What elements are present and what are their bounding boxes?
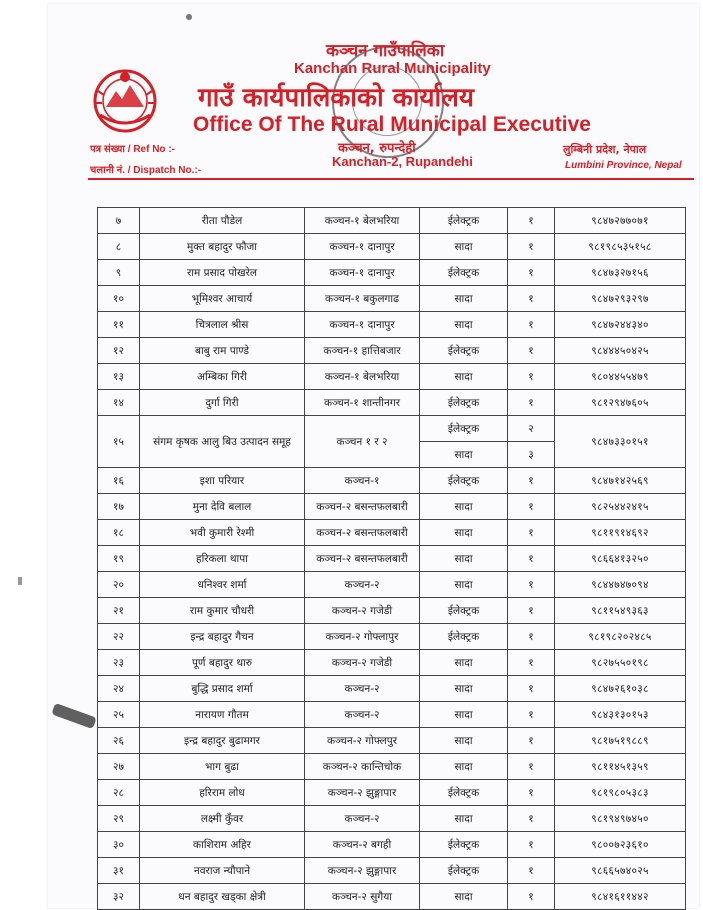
table-row — [98, 832, 686, 858]
name-cell: इन्द्र बहादुर गैचन — [140, 624, 305, 650]
serial-number-cell: १४ — [98, 390, 140, 416]
quantity-cell: १ — [508, 676, 555, 702]
type-cell: सादा — [420, 754, 508, 780]
table-row — [98, 208, 686, 234]
table-row — [98, 572, 686, 598]
type-cell: सादा — [420, 520, 508, 546]
government-emblem-icon — [92, 65, 158, 135]
table-row — [98, 806, 686, 832]
name-cell: राम कुमार चौधरी — [140, 598, 305, 624]
name-cell: पूर्ण बहादुर थारु — [140, 650, 305, 676]
letterhead — [0, 0, 703, 200]
ref-number-label: पत्र संख्या / Ref No :- — [90, 144, 175, 155]
table-row — [98, 468, 686, 494]
quantity-cell: १ — [508, 338, 555, 364]
serial-number-cell: ८ — [98, 234, 140, 260]
municipality-name-np: कञ्चन गाउँपालिका — [326, 41, 445, 61]
table-row — [98, 624, 686, 650]
name-cell: भवी कुमारी रेश्मी — [140, 520, 305, 546]
address-cell: कञ्चन-२ गजेडी — [305, 650, 420, 676]
type-cell: सादा — [420, 286, 508, 312]
serial-number-cell: २० — [98, 572, 140, 598]
phone-cell: ९८४३१३०१५३ — [555, 702, 686, 728]
address-cell: कञ्चन-१ दानापुर — [305, 234, 420, 260]
serial-number-cell: २७ — [98, 754, 140, 780]
table-row — [98, 234, 686, 260]
table-row — [98, 286, 686, 312]
type-cell: सादा — [420, 806, 508, 832]
type-cell: सादा — [420, 494, 508, 520]
phone-cell: ९८१७५१९८८९ — [555, 728, 686, 754]
type-cell: ईलेक्ट्रक — [420, 338, 508, 364]
serial-number-cell: ९ — [98, 260, 140, 286]
phone-cell: ९८४७३३०१५१ — [555, 416, 686, 468]
header-divider — [88, 178, 694, 180]
type-cell: सादा — [420, 702, 508, 728]
quantity-cell: १ — [508, 884, 555, 910]
address-cell: कञ्चन-२ गोफ्लपुर — [305, 728, 420, 754]
address-cell: कञ्चन-२ — [305, 806, 420, 832]
serial-number-cell: २४ — [98, 676, 140, 702]
type-cell: सादा — [420, 884, 508, 910]
serial-number-cell: २६ — [98, 728, 140, 754]
type-cell: ईलेक्ट्रक — [420, 624, 508, 650]
name-cell: धन बहादुर खड्का क्षेत्री — [140, 884, 305, 910]
address-cell: कञ्चन-२ बसन्तफलबारी — [305, 494, 420, 520]
province-en: Lumbini Province, Nepal — [565, 160, 682, 171]
address-cell: कञ्चन-२ बसन्तफलबारी — [305, 546, 420, 572]
quantity-cell: १ — [508, 572, 555, 598]
address-cell: कञ्चन-२ बगही — [305, 832, 420, 858]
name-cell: रीता पौडेल — [140, 208, 305, 234]
serial-number-cell: २२ — [98, 624, 140, 650]
phone-cell: ९८४७२६१०३८ — [555, 676, 686, 702]
serial-number-cell: २९ — [98, 806, 140, 832]
office-title-en: Office Of The Rural Municipal Executive — [193, 113, 591, 136]
address-cell: कञ्चन-१ दानापुर — [305, 312, 420, 338]
name-cell: नारायण गौतम — [140, 702, 305, 728]
province-np: लुम्बिनी प्रदेश, नेपाल — [563, 143, 647, 156]
address-en: Kanchan-2, Rupandehi — [332, 154, 473, 169]
address-cell: कञ्चन-१ शान्तीनगर — [305, 390, 420, 416]
dispatch-number-label: चलानी नं. / Dispatch No.:- — [90, 165, 202, 176]
quantity-cell: १ — [508, 312, 555, 338]
name-cell: संगम कृषक आलु बिउ उत्पादन समूह — [140, 416, 305, 468]
phone-cell: ९८४७१४२५६९ — [555, 468, 686, 494]
quantity-cell: २ — [508, 416, 555, 442]
quantity-cell: १ — [508, 364, 555, 390]
quantity-cell: १ — [508, 468, 555, 494]
quantity-cell: १ — [508, 650, 555, 676]
name-cell: हरिराम लोध — [140, 780, 305, 806]
type-cell: सादा — [420, 234, 508, 260]
phone-cell: ९८६६४१३२५० — [555, 546, 686, 572]
serial-number-cell: २८ — [98, 780, 140, 806]
name-cell: राम प्रसाद पोखरेल — [140, 260, 305, 286]
address-cell: कञ्चन-२ बसन्तफलबारी — [305, 520, 420, 546]
quantity-cell: १ — [508, 286, 555, 312]
address-cell: कञ्चन-१ दानापुर — [305, 260, 420, 286]
table-row — [98, 520, 686, 546]
phone-cell: ९८४७३२७१५६ — [555, 260, 686, 286]
address-cell: कञ्चन-१ — [305, 468, 420, 494]
quantity-cell: १ — [508, 260, 555, 286]
name-cell: बुद्धि प्रसाद शर्मा — [140, 676, 305, 702]
quantity-cell: १ — [508, 624, 555, 650]
phone-cell: ९८२७५५०१९८ — [555, 650, 686, 676]
phone-cell: ९८२५४४२४१५ — [555, 494, 686, 520]
address-cell: कञ्चन-१ हात्तिबजार — [305, 338, 420, 364]
serial-number-cell: ३२ — [98, 884, 140, 910]
table-row — [98, 598, 686, 624]
table-row — [98, 780, 686, 806]
table-row — [98, 858, 686, 884]
name-cell: मुना देवि बलाल — [140, 494, 305, 520]
type-cell: सादा — [420, 650, 508, 676]
phone-cell: ९८१२९४७६०५ — [555, 390, 686, 416]
name-cell: इन्द्र बहादुर बुढामगर — [140, 728, 305, 754]
name-cell: भाग बुढा — [140, 754, 305, 780]
quantity-cell: १ — [508, 806, 555, 832]
address-np: कञ्चन, रुपन्देही — [338, 141, 416, 156]
quantity-cell: १ — [508, 858, 555, 884]
quantity-cell: १ — [508, 234, 555, 260]
type-cell: सादा — [420, 442, 508, 468]
beneficiary-table — [97, 207, 686, 910]
phone-cell: ९८११४५१३५९ — [555, 754, 686, 780]
serial-number-cell: ३१ — [98, 858, 140, 884]
table-row — [98, 416, 686, 442]
table-row — [98, 494, 686, 520]
address-cell: कञ्चन-२ — [305, 676, 420, 702]
quantity-cell: १ — [508, 494, 555, 520]
name-cell: हरिकला थापा — [140, 546, 305, 572]
phone-cell: ९८४७२७७०७१ — [555, 208, 686, 234]
name-cell: भूमिश्वर आचार्य — [140, 286, 305, 312]
address-cell: कञ्चन-२ झुङ्गापार — [305, 858, 420, 884]
serial-number-cell: १७ — [98, 494, 140, 520]
scan-mark — [18, 577, 22, 585]
quantity-cell: १ — [508, 780, 555, 806]
phone-cell: ९८००७२३६१० — [555, 832, 686, 858]
quantity-cell: १ — [508, 546, 555, 572]
type-cell: सादा — [420, 572, 508, 598]
quantity-cell: १ — [508, 520, 555, 546]
name-cell: अम्बिका गिरी — [140, 364, 305, 390]
name-cell: मुक्त बहादुर फौजा — [140, 234, 305, 260]
serial-number-cell: १३ — [98, 364, 140, 390]
type-cell: ईलेक्ट्रक — [420, 598, 508, 624]
table-row — [98, 260, 686, 286]
table-row — [98, 338, 686, 364]
scan-dot — [186, 14, 192, 20]
address-cell: कञ्चन-१ बेलभरिया — [305, 208, 420, 234]
address-cell: कञ्चन-२ — [305, 572, 420, 598]
type-cell: सादा — [420, 728, 508, 754]
quantity-cell: १ — [508, 728, 555, 754]
table-row — [98, 650, 686, 676]
name-cell: धनिश्वर शर्मा — [140, 572, 305, 598]
quantity-cell: १ — [508, 208, 555, 234]
quantity-cell: १ — [508, 754, 555, 780]
table-row — [98, 390, 686, 416]
serial-number-cell: १० — [98, 286, 140, 312]
serial-number-cell: ७ — [98, 208, 140, 234]
phone-cell: ९८११९१४६९२ — [555, 520, 686, 546]
serial-number-cell: ११ — [98, 312, 140, 338]
type-cell: ईलेक्ट्रक — [420, 260, 508, 286]
serial-number-cell: १६ — [98, 468, 140, 494]
table-row — [98, 546, 686, 572]
phone-cell: ९८११५४९३६३ — [555, 598, 686, 624]
phone-cell: ९८४४४५०४२५ — [555, 338, 686, 364]
phone-cell: ९८४७२४४३४० — [555, 312, 686, 338]
address-cell: कञ्चन-१ बेलभरिया — [305, 364, 420, 390]
serial-number-cell: १५ — [98, 416, 140, 468]
office-title-np: गाउँ कार्यपालिकाको कार्यालय — [198, 83, 474, 113]
name-cell: दुर्गा गिरी — [140, 390, 305, 416]
type-cell: सादा — [420, 364, 508, 390]
serial-number-cell: ३० — [98, 832, 140, 858]
table-row — [98, 676, 686, 702]
serial-number-cell: २५ — [98, 702, 140, 728]
phone-cell: ९८१९८५३५१५८ — [555, 234, 686, 260]
quantity-cell: ३ — [508, 442, 555, 468]
type-cell: सादा — [420, 676, 508, 702]
serial-number-cell: २३ — [98, 650, 140, 676]
table-row — [98, 754, 686, 780]
address-cell: कञ्चन-१ बकुलगाढ — [305, 286, 420, 312]
name-cell: काशिराम अहिर — [140, 832, 305, 858]
address-cell: कञ्चन-२ गजेडी — [305, 598, 420, 624]
address-cell: कञ्चन-२ सुगैया — [305, 884, 420, 910]
table-row — [98, 884, 686, 910]
phone-cell: ९८४४७४७०९४ — [555, 572, 686, 598]
type-cell: ईलेक्ट्रक — [420, 390, 508, 416]
address-cell: कञ्चन १ र २ — [305, 416, 420, 468]
type-cell: सादा — [420, 546, 508, 572]
phone-cell: ९८४७२९३२९७ — [555, 286, 686, 312]
type-cell: ईलेक्ट्रक — [420, 780, 508, 806]
name-cell: लक्ष्मी कुँवर — [140, 806, 305, 832]
serial-number-cell: १८ — [98, 520, 140, 546]
table-body — [98, 208, 686, 910]
type-cell: ईलेक्ट्रक — [420, 858, 508, 884]
type-cell: सादा — [420, 312, 508, 338]
name-cell: चित्रलाल श्रीस — [140, 312, 305, 338]
quantity-cell: १ — [508, 390, 555, 416]
table-row — [98, 312, 686, 338]
address-cell: कञ्चन-२ गोफ्लापुर — [305, 624, 420, 650]
name-cell: इशा परियार — [140, 468, 305, 494]
phone-cell: ९८४१६११४४२ — [555, 884, 686, 910]
table-row — [98, 702, 686, 728]
type-cell: ईलेक्ट्रक — [420, 468, 508, 494]
address-cell: कञ्चन-२ — [305, 702, 420, 728]
serial-number-cell: १९ — [98, 546, 140, 572]
quantity-cell: १ — [508, 702, 555, 728]
type-cell: ईलेक्ट्रक — [420, 832, 508, 858]
table-row — [98, 728, 686, 754]
serial-number-cell: १२ — [98, 338, 140, 364]
municipality-name-en: Kanchan Rural Municipality — [294, 60, 491, 77]
phone-cell: ९८०४४५५४७९ — [555, 364, 686, 390]
name-cell: बाबु राम पाण्डे — [140, 338, 305, 364]
type-cell: ईलेक्ट्रक — [420, 208, 508, 234]
name-cell: नवराज न्यौपाने — [140, 858, 305, 884]
quantity-cell: १ — [508, 832, 555, 858]
table-row — [98, 364, 686, 390]
serial-number-cell: २१ — [98, 598, 140, 624]
quantity-cell: १ — [508, 598, 555, 624]
phone-cell: ९८१९४९७४५० — [555, 806, 686, 832]
phone-cell: ९८१९८०५३८३ — [555, 780, 686, 806]
phone-cell: ९८६६५७४०२५ — [555, 858, 686, 884]
type-cell: ईलेक्ट्रक — [420, 416, 508, 442]
phone-cell: ९८१९८२०२४८५ — [555, 624, 686, 650]
address-cell: कञ्चन-२ कान्तिचोक — [305, 754, 420, 780]
address-cell: कञ्चन-२ झुङ्गापार — [305, 780, 420, 806]
